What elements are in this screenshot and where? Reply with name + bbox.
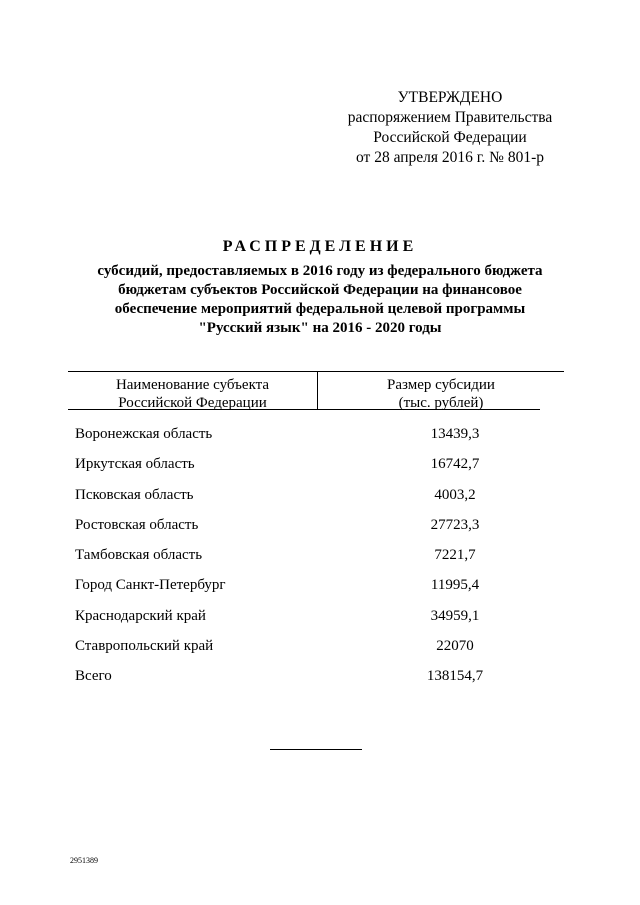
table-row	[75, 638, 555, 668]
subject-name: Псковская область	[75, 486, 194, 503]
approval-line: Российской Федерации	[373, 129, 527, 146]
subject-name: Тамбовская область	[75, 547, 203, 564]
subject-name: Город Санкт-Петербург	[75, 577, 226, 594]
approval-block	[330, 88, 570, 168]
table-row	[75, 487, 555, 517]
subsidy-amount: 7221,7	[434, 547, 476, 564]
subsidy-amount: 11995,4	[430, 577, 480, 594]
end-rule	[270, 749, 362, 750]
subsidy-amount: 16742,7	[430, 456, 480, 473]
table-body	[75, 426, 555, 699]
table-row	[75, 547, 555, 577]
table-row	[75, 577, 555, 607]
column-header-subsidy	[318, 376, 564, 412]
subject-name: Иркутская область	[75, 456, 195, 473]
table-row	[75, 456, 555, 486]
table-row	[75, 668, 555, 698]
table-top-rule	[68, 371, 564, 372]
subtitle-line: "Русский язык" на 2016 - 2020 годы	[198, 320, 442, 336]
approval-line: от 28 апреля 2016 г. № 801-р	[356, 149, 544, 166]
table-row	[75, 426, 555, 456]
column-header-line: Российской Федерации	[118, 395, 267, 411]
subsidy-amount: 22070	[436, 638, 474, 655]
approval-line: УТВЕРЖДЕНО	[397, 89, 503, 106]
column-header-line: Размер субсидии	[387, 377, 495, 393]
approval-line: распоряжением Правительства	[347, 109, 553, 126]
subsidy-amount: 138154,7	[426, 668, 484, 685]
subject-name: Ростовская область	[75, 516, 199, 533]
subsidy-amount: 13439,3	[430, 426, 480, 442]
subject-name: Краснодарский край	[75, 607, 206, 624]
document-title: РАСПРЕДЕЛЕНИЕ	[222, 238, 418, 255]
subsidy-amount: 34959,1	[430, 607, 480, 624]
subtitle-line: субсидий, предоставляемых в 2016 году из федерального бюджета	[97, 263, 543, 279]
column-header-line: Наименование субъекта	[115, 377, 270, 393]
table-row	[75, 608, 555, 638]
document-code: 2951389	[70, 856, 98, 865]
table-row	[75, 517, 555, 547]
column-header-line: (тыс. рублей)	[398, 395, 484, 411]
column-header-subject	[68, 376, 317, 412]
subject-name: Всего	[75, 668, 112, 685]
subsidy-amount: 4003,2	[434, 486, 476, 503]
subtitle-line: обеспечение мероприятий федеральной целевой программы	[114, 301, 526, 317]
document-subtitle	[60, 262, 580, 338]
subject-name: Воронежская область	[75, 426, 213, 442]
subsidy-amount: 27723,3	[430, 516, 480, 533]
subject-name: Ставропольский край	[75, 638, 214, 655]
subtitle-line: бюджетам субъектов Российской Федерации на финансовое	[118, 282, 522, 298]
